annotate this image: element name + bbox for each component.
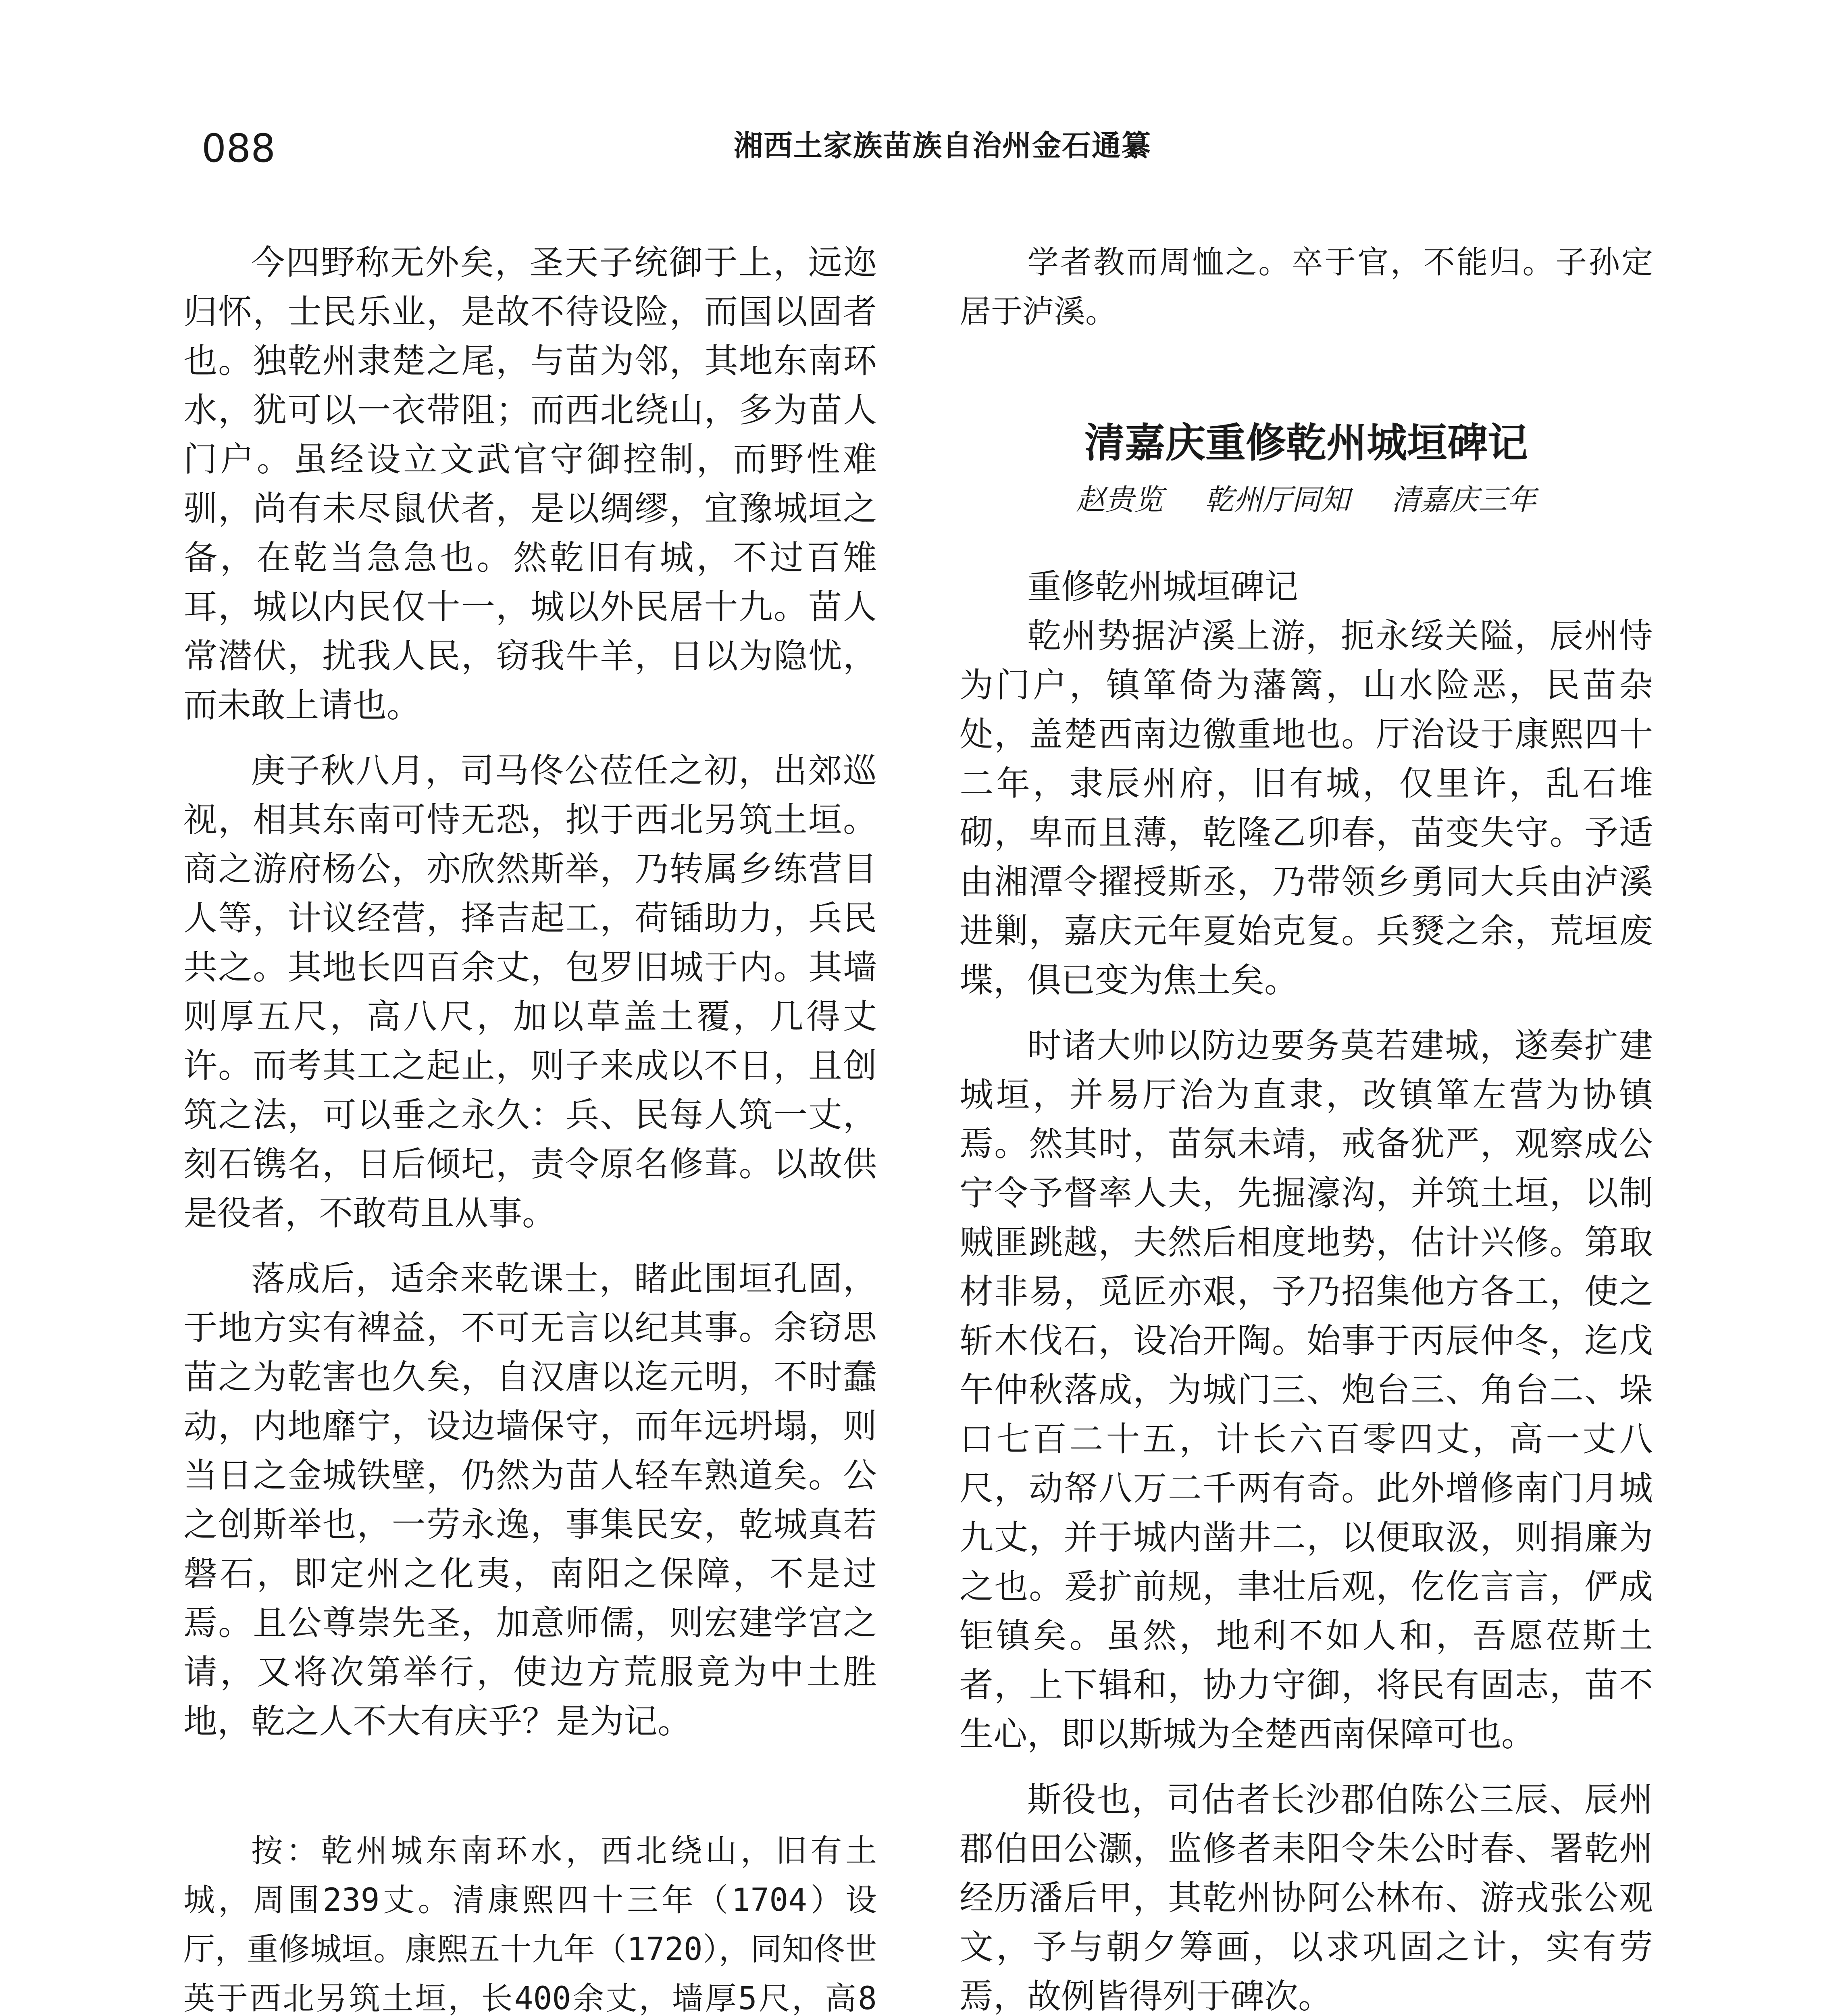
left-column	[183, 238, 877, 2016]
book-title: 湘西土家族苗族自治州金石通纂	[734, 129, 1152, 162]
page-number: 088	[202, 126, 276, 171]
stele-office: 乾州厅同知	[1204, 483, 1350, 516]
right-paragraph: 时诸大帅以防边要务莫若建城，遂奏扩建城垣，并易厅治为直隶，改镇箪左营为协镇焉。然其时，苗氛未靖，戒备犹严，观察成公宁令予督率人夫，先掘濠沟，并筑土垣，以制贼匪跳越，夫然后相度地势，估计兴修。第取材非易，觅匠亦艰，予乃招集他方各工，使之斩木伐石，设冶开陶。始事于丙辰仲冬，迄戊午仲秋落成，为城门三、炮台三、角台二、垛口七百二十五，计长六百零四丈，高一丈八尺，动帑八万二千两有奇。此外增修南门月城九丈，并于城内凿井二，以便取汲，则捐廉为之也。爰扩前规，聿壮后观，仡仡言言，俨成钜镇矣。虽然，地利不如人和，吾愿莅斯土者，上下辑和，协力守御，将民有固志，苗不生心，即以斯城为全楚西南保障可也。	[960, 1026, 1653, 1754]
stele-title: 清嘉庆重修乾州城垣碑记	[1084, 419, 1528, 467]
left-paragraph: 落成后，适余来乾课士，睹此围垣孔固，于地方实有裨益，不可无言以纪其事。余窃思苗之为乾害也久矣，自汉唐以迄元明，不时蠢动，内地靡宁，设边墙保守，而年远坍塌，则当日之金城铁壁，仍然为苗人轻车熟道矣。公之创斯举也，一劳永逸，事集民安，乾城真若磐石，即定州之化夷，南阳之保障，不是过焉。且公尊崇先圣，加意师儒，则宏建学宫之请，又将次第举行，使边方荒服竟为中土胜地，乾之人不大有庆乎？是为记。	[183, 1259, 877, 1741]
stele-date: 清嘉庆三年	[1391, 483, 1536, 516]
inscription-title: 重修乾州城垣碑记	[1027, 567, 1299, 606]
right-paragraph: 斯役也，司估者长沙郡伯陈公三辰、辰州郡伯田公灏，监修者耒阳令朱公时春、署乾州经历潘后甲，其乾州协阿公林布、游戎张公观文，予与朝夕筹画，以求巩固之计，实有劳焉，故例皆得列于碑次。	[960, 1780, 1653, 2016]
right-continuation: 学者教而周恤之。卒于官，不能归。子孙定居于泸溪。	[960, 244, 1653, 330]
stele-byline	[960, 477, 1653, 522]
right-column	[960, 238, 1653, 2016]
left-paragraph: 今四野称无外矣，圣天子统御于上，远迩归怀，士民乐业，是故不待设险，而国以固者也。独乾州隶楚之尾，与苗为邻，其地东南环水，犹可以一衣带阻；而西北绕山，多为苗人门户。虽经设立文武官守御控制，而野性难驯，尚有未尽鼠伏者，是以绸缪，宜豫城垣之备，在乾当急急也。然乾旧有城，不过百雉耳，城以内民仅十一，城以外民居十九。苗人常潜伏，扰我人民，窃我牛羊，日以为隐忧，而未敢上请也。	[183, 243, 877, 725]
stele-author: 赵贵览	[1076, 483, 1163, 516]
left-paragraph: 庚子秋八月，司马佟公莅任之初，出郊巡视，相其东南可恃无恐，拟于西北另筑土垣。商之游府杨公，亦欣然斯举，乃转属乡练营目人等，计议经营，择吉起工，荷锸助力，兵民共之。其地长四百余丈，包罗旧城于内。其墙则厚五尺，高八尺，加以草盖土覆，几得丈许。而考其工之起止，则子来成以不日，且创筑之法，可以垂之永久：兵、民每人筑一丈，刻石镌名，日后倾圮，责令原名修葺。以故供是役者，不敢苟且从事。	[183, 751, 877, 1233]
left-note: 按：乾州城东南环水，西北绕山，旧有土城，周围239丈。清康熙四十三年（1704）设厅，重修城垣。康熙五十九年（1720），同知佟世英于西北另筑土垣，长400余丈，墙厚5尺，高8	[183, 1833, 877, 2016]
right-paragraph: 乾州势据泸溪上游，扼永绥关隘，辰州恃为门户，镇箪倚为藩篱，山水险恶，民苗杂处，盖楚西南边徼重地也。厅治设于康熙四十二年，隶辰州府，旧有城，仅里许，乱石堆砌，卑而且薄，乾隆乙卯春，苗变失守。予适由湘潭令擢授斯丞，乃带领乡勇同大兵由泸溪进剿，嘉庆元年夏始克复。兵燹之余，荒垣废堞，俱已变为焦土矣。	[960, 616, 1653, 1000]
